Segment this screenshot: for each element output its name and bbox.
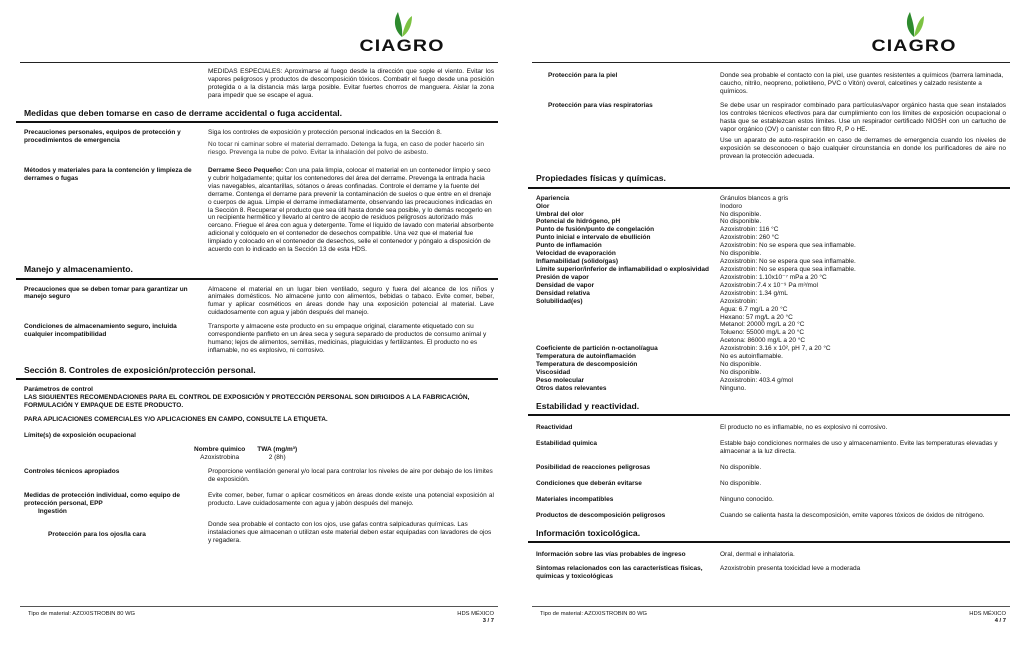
list-item: [536, 282, 1006, 290]
label-safe-handling: Precauciones que se deben tomar para garantizar un manejo seguro: [24, 285, 188, 301]
control-params-title: Parámetros de control: [24, 386, 93, 394]
list-item: [536, 274, 1006, 282]
footer-page-number: 4 / 7: [994, 618, 1006, 625]
property-label: Inflamabilidad (sólido/gas): [536, 258, 618, 266]
property-label: Densidad de vapor: [536, 281, 595, 289]
footer-rule: [532, 606, 1010, 607]
ciagro-logo: [359, 8, 445, 57]
list-item: [536, 258, 1006, 266]
property-label: Punto inicial e intervalo de ebullición: [536, 234, 651, 242]
property-label: Temperatura de descomposición: [536, 361, 638, 369]
stability-list: [536, 424, 1006, 519]
property-value: Azoxistrobin: 1.10x10⁻⁷ mPa a 20 °C: [720, 273, 827, 281]
label-engineering-controls: Controles técnicos apropiados: [24, 467, 120, 475]
property-label: Potencial de hidrógeno, pH: [536, 218, 621, 226]
leaf-icon: [903, 8, 925, 38]
property-label: Coeficiente de partición n-octanol/agua: [536, 345, 658, 353]
property-label: Presión de vapor: [536, 273, 589, 281]
section-handling-title: Manejo y almacenamiento.: [16, 264, 498, 279]
label-exposure-limits: Límite(s) de exposición ocupacional: [24, 432, 136, 440]
property-value: No disponible.: [720, 250, 762, 258]
label-storage-conditions: Condiciones de almacenamiento seguro, incluida cualquier incompatibilidad: [24, 323, 177, 339]
property-label: Síntomas relacionados con las características físicas, químicas y toxicológicas: [536, 565, 703, 581]
footer-page-number: 3 / 7: [482, 618, 494, 625]
property-label: Punto de inflamación: [536, 242, 602, 250]
property-value: Azoxistrobin: 403.4 g/mol: [720, 376, 793, 384]
list-item: [536, 250, 1006, 258]
section-spill-title: Medidas que deben tomarse en caso de derrame accidental o fuga accidental.: [16, 108, 498, 123]
property-value: No disponible.: [720, 361, 762, 369]
leaf-icon: [391, 8, 413, 38]
list-item: [536, 266, 1006, 274]
label-containment-methods: Métodos y materiales para la contención y limpieza de derrames o fugas: [24, 166, 192, 182]
value-respiratory-protection-2: Use un aparato de auto-respiración en caso de derrames de emergencia cuando los niveles de exposición se desconocen o bajo cualquier circunstancia en donde los purificadores de aire no provean la protección adecuada.: [720, 137, 1006, 161]
value-personal-precautions-2: No tocar ni caminar sobre el material derramado. Detenga la fuga, en caso de poder hacerlo sin riesgo. Prevenga la nube de polvo. Evitar la inhalación del polvo de asbesto.: [208, 141, 485, 157]
list-item: [536, 203, 1006, 211]
footer-hds: HDS MÉXICO: [969, 611, 1006, 617]
property-value: Ninguno conocido.: [720, 495, 774, 503]
list-item: [536, 512, 1006, 520]
exposure-limits-table: [194, 446, 494, 462]
brand-wordmark: CIAGRO: [871, 36, 957, 55]
property-value: Oral, dermal e inhalatoria.: [720, 551, 795, 559]
list-item: [536, 496, 1006, 504]
list-item: [536, 440, 1006, 456]
property-value: Azoxistrobin: 1.34 g/mL: [720, 289, 788, 297]
value-safe-handling: Almacene el material en un lugar bien ventilado, seguro y fuera del alcance de los niños y animales domésticos. No almacene junto con alimentos, bebidas o tabaco. Evite comer, beber, fumar y aplicar cosméticos en áreas donde hay una exposición potencial al material. Lave cuidadosamente con agua y jabón después del manejo.: [208, 285, 494, 317]
label-eye-protection: Protección para los ojos/la cara: [48, 531, 146, 539]
value-eye-protection: Donde sea probable el contacto con los ojos, use gafas contra salpicaduras químicas. Las instalaciones que almacenan o utilizan este material deben estar equipadas con lavadores de ojos y regadera.: [208, 521, 492, 545]
list-item: [536, 369, 1006, 377]
list-item: [536, 345, 1006, 353]
property-value: No disponible.: [720, 479, 762, 487]
property-label: Otros datos relevantes: [536, 384, 607, 392]
property-value: No disponible.: [720, 218, 762, 226]
section-properties-title: Propiedades físicas y químicas.: [528, 173, 1010, 188]
property-label: Materiales incompatibles: [536, 495, 614, 503]
property-label: Temperatura de autoinflamación: [536, 353, 636, 361]
property-value: Azoxistrobin: Agua: 6.7 mg/L a 20 °C Hexano: 57 mg/L a 20 °C Metanol: 20000 mg/L a 20 °C Tolueno: 55000 mg/L a 20 °C Acetona: 86000 mg/L a 20 °C: [720, 297, 806, 345]
list-item: [536, 385, 1006, 393]
property-value: Gránulos blancos a gris: [720, 194, 789, 202]
list-item: [536, 551, 1006, 559]
property-label: Estabilidad química: [536, 440, 598, 448]
list-item: [536, 424, 1006, 432]
label-ingestion: Ingestión: [38, 507, 67, 515]
list-item: [536, 242, 1006, 250]
list-item: [536, 195, 1006, 203]
properties-list: [536, 195, 1006, 393]
list-item: [536, 377, 1006, 385]
list-item: [536, 565, 1006, 581]
brand-wordmark: CIAGRO: [359, 36, 445, 55]
property-value: No disponible.: [720, 464, 762, 471]
property-value: Estable bajo condiciones normales de uso y almacenamiento. Evite las temperaturas elevadas y almacenar a la luz directa.: [720, 440, 998, 456]
section-toxicology-title: Información toxicológica.: [528, 528, 1010, 543]
property-value: Inodoro: [720, 202, 743, 210]
property-label: Umbral del olor: [536, 210, 584, 218]
table-header-chemical: Nombre químico: [194, 446, 246, 454]
label-personal-precautions: Precauciones personales, equipos de protección y procedimientos de emergencia: [24, 129, 181, 145]
property-value: Azoxistrobin presenta toxicidad leve a moderada: [720, 565, 861, 573]
label-respiratory-protection: Protección para vías respiratorias: [548, 101, 653, 109]
value-ingestion: Evite comer, beber, fumar o aplicar cosméticos en áreas donde existe una potencial exposición al producto. Lave cuidadosamente con agua y jabón después del manejo.: [208, 491, 494, 507]
toxicology-list: [536, 551, 1006, 581]
list-item: [536, 361, 1006, 369]
property-label: Solubilidad(es): [536, 297, 583, 305]
property-value: Azoxistrobin: No se espera que sea inflamable.: [720, 266, 856, 273]
property-label: Punto de fusión/punto de congelación: [536, 226, 655, 234]
footer-hds: HDS MÉXICO: [457, 611, 494, 617]
ciagro-logo: [871, 8, 957, 57]
property-value: Azoxistrobin: No se espera que sea inflamable.: [720, 258, 856, 266]
table-header-twa: TWA (mg/m³): [257, 446, 298, 454]
property-value: Azoxistrobin:7.4 x 10⁻⁹ Pa m³/mol: [720, 281, 818, 289]
property-label: Condiciones que deberán evitarse: [536, 479, 642, 487]
list-item: [536, 298, 1006, 346]
property-label: Velocidad de evaporación: [536, 250, 616, 258]
fire-special-measures: MEDIDAS ESPECIALES: Aproximarse al fuego desde la dirección que sople el viento. Evitar los vapores peligrosos y productos de descomposición tóxicos. Combatir el fuego desde una posición protegida o a la distancia más larga posible. Evitar fuertes chorros de manguera. Aislar la zona para impedir que se escape el agua.: [208, 68, 494, 99]
property-label: Viscosidad: [536, 368, 571, 376]
label-individual-protection: Medidas de protección individual, como equipo de protección personal, EPP: [24, 491, 181, 507]
value-storage-conditions: Transporte y almacene este producto en su empaque original, claramente etiquetado con su correspondiente panfleto en un área seca y segura separado de productos de consumo animal y humano; lejos de alimentos, semillas, medicinas, plaguicidas y fertilizantes. El producto no es inflamable, no es explosivo, ni corrosivo.: [208, 323, 487, 355]
footer-material-type: Tipo de material: AZOXISTROBIN 80 WG: [540, 611, 648, 617]
list-item: [536, 480, 1006, 488]
property-value: No disponible.: [720, 368, 762, 376]
footer-material-type: Tipo de material: AZOXISTROBIN 80 WG: [28, 611, 136, 617]
property-label: Límite superior/inferior de inflamabilidad o explosividad: [536, 266, 710, 273]
property-value: No es autoinflamable.: [720, 353, 783, 361]
table-cell-twa: 2 (8h): [268, 453, 286, 461]
list-item: [536, 234, 1006, 242]
value-containment-methods: Con una pala limpia, colocar el material en un contenedor limpio y seco y cubrir holgadamente; quitar los contenedores del área del derrame. Prevenga la entrada hacia vías navegables, alcantarillas, sótanos o áreas confinadas. Controle el derrame y la fuente del derrame. Contenga el derrame para prevenir la contaminación de suelos o que entre en el drenaje o cuerpos de agua. Limpie el derrame inmediatamente, observando las precauciones indicadas en la Sección 8. Recuperar el producto que sea útil hasta donde sea posible, y lo demás recogerlo en un recipiente hermético y llevarlo al centro de acopio de residuos peligrosos autorizado más cercano. Friegue el área con agua y detergente. Tome el líquido de lavado con material absorbente adicional y colóquelo en el contenedor de desechos compatible. Una vez que el material fue limpiado y colocado en el contenedor de desechos, selle el contenedor y póngalo a disposición de acuerdo con lo indicado en la Sección 13 de esta HDS.: [208, 166, 494, 254]
control-params-notice: LAS SIGUIENTES RECOMENDACIONES PARA EL CONTROL DE EXPOSICIÓN Y PROTECCIÓN PERSONAL SON DIRIGIDOS A LA FABRICACIÓN, FORMULACIÓN Y EMPAQUE DE ESTE PRODUCTO.: [24, 394, 470, 410]
value-engineering-controls: Proporcione ventilación general y/o local para controlar los niveles de aire por debajo de los límites de exposición.: [208, 467, 493, 483]
property-value: Azoxistrobin: 3.16 x 10², pH 7, a 20 °C: [720, 345, 831, 353]
list-item: [536, 290, 1006, 298]
list-item: [536, 464, 1006, 472]
property-label: Posibilidad de reacciones peligrosas: [536, 464, 651, 471]
header-rule: [20, 62, 498, 63]
property-value: Ninguno.: [720, 384, 747, 392]
control-params-notice-2: PARA APLICACIONES COMERCIALES Y/O APLICACIONES EN CAMPO, CONSULTE LA ETIQUETA.: [24, 416, 328, 424]
value-respiratory-protection-1: Se debe usar un respirador combinado para partículas/vapor orgánico hasta que sean instalados los controles técnicos efectivos para dar cumplimiento con los límites de exposición ocupacional o hasta que se establezcan estos límites. Use un respirador certificado NIOSH con un cartucho de vapor orgánico (OV) o canister con filtro R, P o HE.: [720, 101, 1006, 133]
property-label: Peso molecular: [536, 376, 585, 384]
property-value: No disponible.: [720, 210, 762, 218]
header-rule: [532, 62, 1010, 63]
property-label: Olor: [536, 202, 550, 210]
property-value: Cuando se calienta hasta la descomposición, emite vapores tóxicos de óxidos de nitrógeno.: [720, 511, 985, 519]
property-label: Apariencia: [536, 194, 570, 202]
page-4: [512, 0, 1024, 663]
property-label: Información sobre las vías probables de ingreso: [536, 551, 686, 559]
section-stability-title: Estabilidad y reactividad.: [528, 401, 1010, 416]
value-skin-protection: Donde sea probable el contacto con la piel, use guantes resistentes a químicos (barrera laminada, caucho, nitrilo, neopreno, polietileno, PVC o Vitón) overol, calcetines y calzado resistente a químicos.: [720, 72, 1004, 95]
value-personal-precautions-1: Siga los controles de exposición y protección personal indicados en la Sección 8.: [208, 129, 442, 137]
footer-rule: [20, 606, 498, 607]
property-value: El producto no es inflamable, no es explosivo ni corrosivo.: [720, 424, 888, 432]
property-label: Reactividad: [536, 424, 573, 432]
list-item: [536, 353, 1006, 361]
label-skin-protection: Protección para la piel: [548, 72, 618, 79]
list-item: [536, 211, 1006, 219]
property-value: Azoxistrobin: 116 °C: [720, 226, 779, 234]
property-label: Productos de descomposición peligrosos: [536, 511, 666, 519]
small-spill-heading: Derrame Seco Pequeño:: [208, 166, 284, 174]
table-cell-chemical: Azoxistrobina: [200, 453, 240, 461]
property-value: Azoxistrobin: 260 °C: [720, 234, 779, 242]
property-value: Azoxistrobin: No se espera que sea inflamable.: [720, 242, 856, 250]
property-label: Densidad relativa: [536, 289, 590, 297]
section-8-title: Sección 8. Controles de exposición/protección personal.: [16, 365, 498, 380]
